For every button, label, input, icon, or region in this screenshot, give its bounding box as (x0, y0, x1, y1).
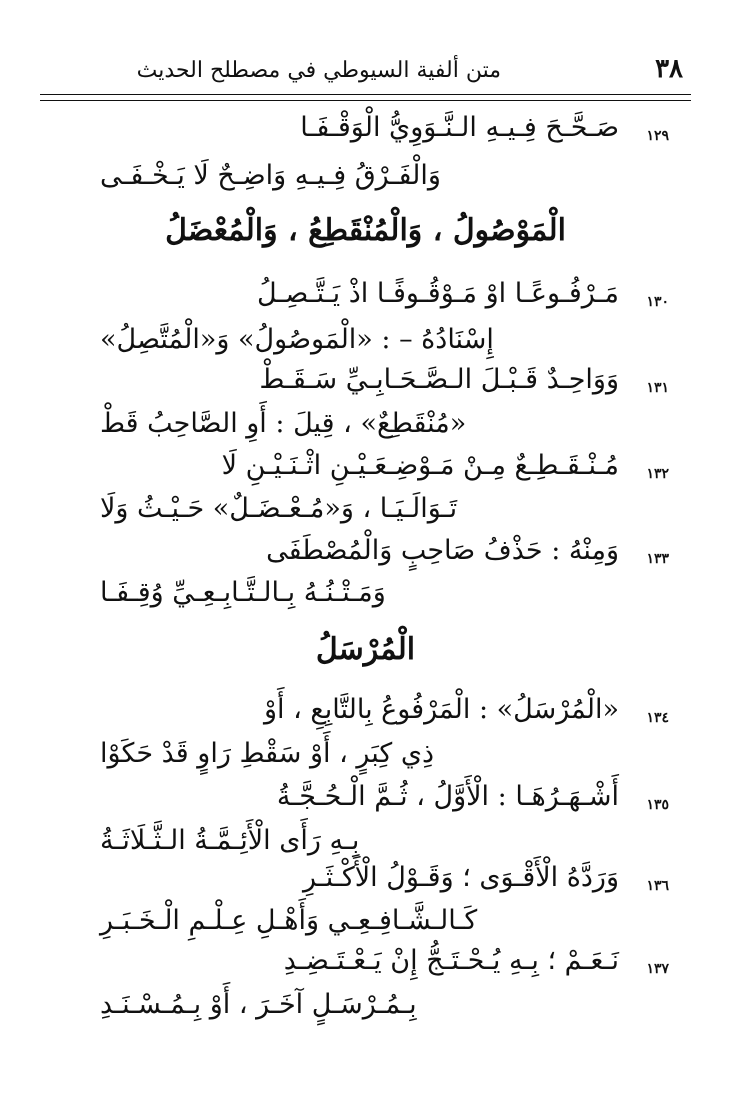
verse-hemistich: تَـوَالَـيَـا ، وَ«مُـعْـضَـلٌ» حَـيْـثُ وَلَا (100, 493, 458, 524)
verse-number: ١٣١ (646, 380, 669, 396)
verse-number: ١٣٥ (646, 797, 669, 813)
verse-line (0, 987, 731, 1031)
page-number: ٣٨ (655, 54, 683, 84)
verse-line (0, 362, 731, 406)
verse-hemistich: وَمَـتْـنُـهُ بِـالـتَّـابِـعِـيِّ وُقِـفَـا (100, 577, 386, 608)
header-divider (40, 94, 691, 101)
verse-line (0, 448, 731, 492)
verse-line (0, 322, 731, 366)
verse-number: ١٢٩ (646, 128, 669, 144)
verse-line (0, 779, 731, 823)
verse-number: ١٣٠ (646, 294, 669, 310)
verse-line (0, 575, 731, 619)
verse-number: ١٣٧ (646, 961, 669, 977)
verse-line (0, 491, 731, 535)
verse-hemistich: وَوَاحِـدٌ قَـبْـلَ الـصَّـحَـابِـيِّ سَـقَـطْ (259, 364, 619, 395)
verse-hemistich: مُـنْـقَـطِـعٌ مِـنْ مَـوْضِـعَـيْـنِ اثْـنَـيْـنِ لَا (221, 450, 619, 481)
verse-hemistich: بِـمُـرْسَـلٍ آخَـرَ ، أَوْ بِـمُـسْـنَـدِ (100, 989, 417, 1020)
section-heading: الْمُرْسَلُ (315, 632, 416, 667)
verse-number: ١٣٤ (646, 710, 669, 726)
verse-line (0, 110, 731, 154)
verse-hemistich: إِسْنَادُهُ – : «الْمَوصُولُ» وَ«الْمُتَّصِلُ» (100, 324, 494, 355)
verse-line (0, 692, 731, 736)
verse-hemistich: نَـعَـمْ ؛ بِـهِ يُـحْـتَـجُّ إِنْ يَـعْـتَـضِـدِ (283, 945, 619, 976)
verse-hemistich: «الْمُرْسَلُ» : الْمَرْفُوعُ بِالتَّابِعِ ، أَوْ (263, 694, 619, 725)
verse-hemistich: ذِي كِبَرٍ ، أَوْ سَقْطِ رَاوٍ قَدْ حَكَوْا (100, 738, 435, 769)
verse-hemistich: بِـهِ رَأَى الْأَئِـمَّـةُ الـثَّـلَاثَـةُ (100, 825, 360, 856)
page-header (40, 52, 691, 92)
running-title: متن ألفية السيوطي في مصطلح الحديث (136, 58, 501, 83)
verse-line (0, 533, 731, 577)
verse-hemistich: مَـرْفُـوعًـا اوْ مَـوْقُـوفًـا اذْ يَـتَّـصِـلُ (256, 278, 619, 309)
verse-line (0, 158, 731, 202)
verse-line (0, 860, 731, 904)
verse-hemistich: وَمِنْهُ : حَذْفُ صَاحِبٍ وَالْمُصْطَفَى (266, 535, 619, 566)
verse-hemistich: صَـحَّـحَ فِـيـهِ الـنَّـوَوِيُّ الْوَقْـفَـا (300, 112, 619, 143)
verse-hemistich: كَـالـشَّـافِـعِـي وَأَهْـلِ عِـلْـمِ الْـخَـبَـرِ (100, 905, 478, 936)
verse-number: ١٣٣ (646, 551, 669, 567)
verse-hemistich: وَالْفَـرْقُ فِـيـهِ وَاضِـحٌ لَا يَـخْـفَـى (100, 160, 441, 191)
verse-line (0, 903, 731, 947)
verse-line (0, 736, 731, 780)
verse-hemistich: أَشْـهَـرُهَـا : الْأَوَّلُ ، ثُـمَّ الْـحُـجَّـةُ (276, 781, 619, 812)
verse-number: ١٣٦ (646, 878, 669, 894)
verse-hemistich: وَرَدَّهُ الْأَقْـوَى ؛ وَقَـوْلُ الْأَكْـثَـرِ (303, 862, 619, 893)
verse-hemistich: «مُنْقَطِعٌ» ، قِيلَ : أَوِ الصَّاحِبُ قَطْ (100, 408, 467, 439)
verse-line (0, 276, 731, 320)
verse-line (0, 943, 731, 987)
verse-line (0, 406, 731, 450)
section-heading: الْمَوْصُولُ ، وَالْمُنْقَطِعُ ، وَالْمُعْضَلُ (165, 213, 566, 248)
verse-number: ١٣٢ (646, 466, 669, 482)
